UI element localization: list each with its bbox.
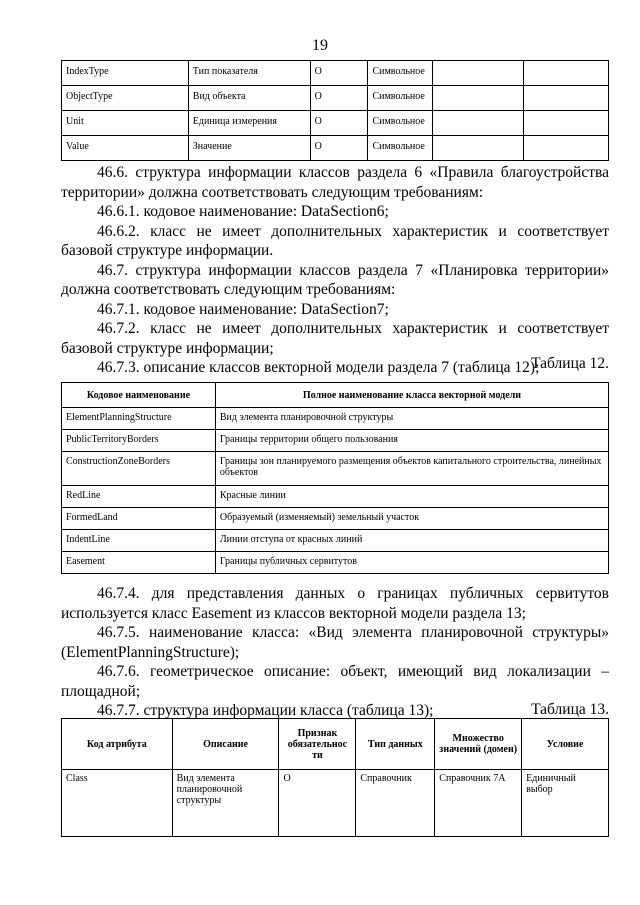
paragraph: 46.7.5. наименование класса: «Вид элемента планировочной структуры» (ElementPlanningStructure);	[61, 624, 609, 661]
table-row	[62, 552, 609, 574]
table-cell: Границы публичных сервитутов	[215, 552, 608, 574]
table-cell: Справочник	[356, 770, 435, 837]
paragraph: 46.7.1. кодовое наименование: DataSection7;	[97, 300, 389, 318]
table-cell: ElementPlanningStructure	[62, 408, 216, 430]
table-cell: Значение	[188, 136, 310, 161]
table-cell: Easement	[62, 552, 216, 574]
section-46-7-4-text	[61, 584, 609, 721]
table-cell: Вид объекта	[188, 86, 310, 111]
table-cell: FormedLand	[62, 508, 216, 530]
table-row	[62, 61, 609, 86]
table-cell: O	[310, 111, 368, 136]
table-row	[62, 530, 609, 552]
table-row	[62, 136, 609, 161]
paragraph: 46.7.4. для представления данных о границах публичных сервитутов используется класс Easement из классов векторной модели раздела 13;	[61, 585, 609, 622]
table-cell	[524, 86, 609, 111]
paragraph: 46.7.2. класс не имеет дополнительных характеристик и соответствует базовой структуре информации;	[61, 320, 609, 357]
paragraph: 46.6. структура информации классов раздела 6 «Правила благоустройства территории» должна соответствовать следующим требованиям:	[61, 164, 609, 201]
table-cell: RedLine	[62, 486, 216, 508]
table-12-caption: Таблица 12.	[531, 355, 609, 372]
table-cell: Границы территории общего пользования	[215, 430, 608, 452]
table-13	[61, 718, 609, 837]
table-cell	[524, 111, 609, 136]
table-cell: Границы зон планируемого размещения объектов капитального строительства, линейных объектов	[215, 452, 608, 486]
table-cell: ConstructionZoneBorders	[62, 452, 216, 486]
table-cell: Единица измерения	[188, 111, 310, 136]
table-12-header-code: Кодовое наименование	[62, 383, 216, 408]
table-cell: Class	[62, 770, 173, 837]
attribute-table-continued	[61, 60, 609, 161]
table-cell	[433, 136, 524, 161]
table-cell: Вид элемента планировочной структуры	[172, 770, 279, 837]
paragraph: 46.7. структура информации классов раздела 7 «Планировка территории» должна соответствовать следующим требованиям:	[61, 261, 609, 298]
table-cell: O	[279, 770, 356, 837]
table-cell: Вид элемента планировочной структуры	[215, 408, 608, 430]
table-13-header: Код атрибута	[62, 719, 173, 770]
table-cell: Линии отступа от красных линий	[215, 530, 608, 552]
table-cell	[433, 86, 524, 111]
table-cell: Символьное	[368, 86, 433, 111]
table-cell: Символьное	[368, 136, 433, 161]
paragraph: 46.7.7. структура информации класса (таблица 13);	[97, 702, 434, 719]
table-cell: IndexType	[62, 61, 189, 86]
paragraph: 46.7.3. описание классов векторной модели раздела 7 (таблица 12);	[97, 359, 540, 376]
table-13-header: Условие	[522, 719, 609, 770]
table-cell: O	[310, 61, 368, 86]
table-row	[62, 86, 609, 111]
table-cell: O	[310, 86, 368, 111]
table-cell: Тип показателя	[188, 61, 310, 86]
table-cell	[524, 136, 609, 161]
table-row	[62, 430, 609, 452]
table-cell: Единичный выбор	[522, 770, 609, 837]
table-row	[62, 508, 609, 530]
table-cell	[433, 61, 524, 86]
page-number: 19	[312, 37, 328, 54]
paragraph: 46.7.6. геометрическое описание: объект, имеющий вид локализации – площадной;	[61, 663, 609, 700]
table-13-caption: Таблица 13.	[531, 701, 609, 718]
table-13-header: Множество значений (домен)	[435, 719, 522, 770]
table-cell: PublicTerritoryBorders	[62, 430, 216, 452]
table-cell: Unit	[62, 111, 189, 136]
table-13-header: Тип данных	[356, 719, 435, 770]
table-row	[62, 111, 609, 136]
table-cell: Красные линии	[215, 486, 608, 508]
table-cell: Value	[62, 136, 189, 161]
table-cell: Символьное	[368, 61, 433, 86]
table-13-header: Описание	[172, 719, 279, 770]
table-row	[62, 408, 609, 430]
table-cell: O	[310, 136, 368, 161]
table-cell	[433, 111, 524, 136]
table-13-header: Признак обязательнос ти	[279, 719, 356, 770]
table-cell: ObjectType	[62, 86, 189, 111]
table-row	[62, 486, 609, 508]
table-12-header-name: Полное наименование класса векторной модели	[215, 383, 608, 408]
section-46-6-text	[61, 163, 609, 378]
table-cell: IndentLine	[62, 530, 216, 552]
table-12	[61, 382, 609, 574]
table-cell: Символьное	[368, 111, 433, 136]
table-row	[62, 452, 609, 486]
paragraph: 46.6.2. класс не имеет дополнительных характеристик и соответствует базовой структуре информации.	[61, 222, 609, 259]
table-cell: Образуемый (изменяемый) земельный участок	[215, 508, 608, 530]
paragraph: 46.6.1. кодовое наименование: DataSection6;	[97, 203, 389, 220]
table-cell	[524, 61, 609, 86]
table-cell: Справочник 7А	[435, 770, 522, 837]
table-row	[62, 770, 609, 837]
